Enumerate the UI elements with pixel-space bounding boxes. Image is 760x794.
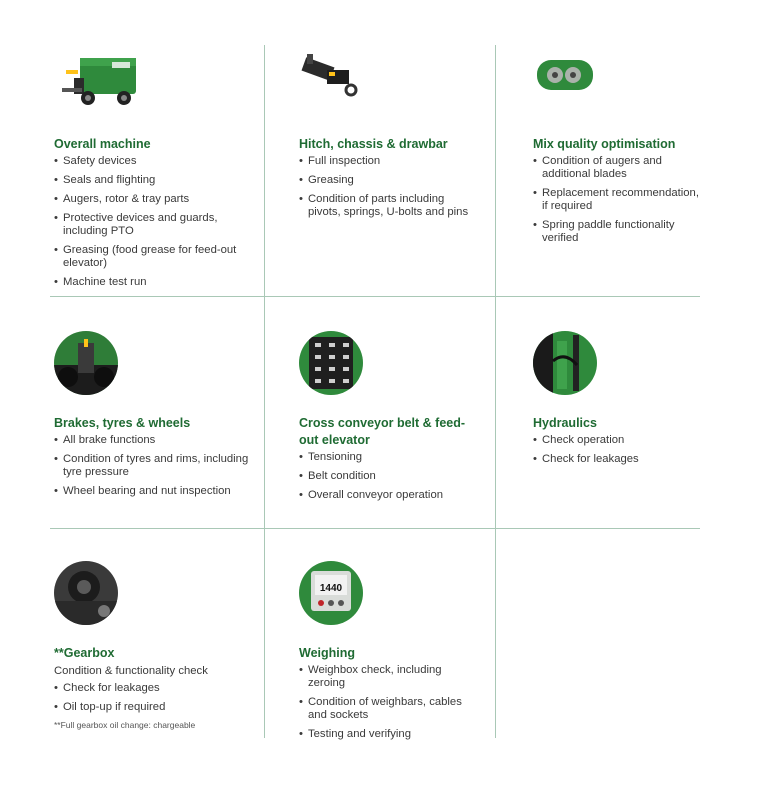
list-item: • Condition of tyres and rims, including tyre pressure (54, 453, 254, 479)
list-item: • Testing and verifying (299, 728, 479, 741)
gearbox-image (54, 561, 118, 625)
list-item: • Condition of parts including pivots, springs, U-bolts and pins (299, 193, 479, 219)
checklist (299, 664, 479, 741)
list-item: • Tensioning (299, 451, 479, 464)
section-brakes-tyres-wheels (54, 331, 254, 504)
section-title: Mix quality optimisation (533, 137, 676, 151)
section-overall-machine (54, 52, 254, 295)
section-title: Weighing (299, 646, 356, 660)
section-hydraulics (533, 331, 703, 472)
section-title: Hydraulics (533, 416, 597, 430)
section-title: **Gearbox (54, 646, 115, 660)
weighing-display-image (299, 561, 363, 625)
list-item: • Safety devices (54, 155, 254, 168)
list-item: • All brake functions (54, 434, 254, 447)
checklist (299, 155, 479, 219)
checklist (299, 451, 479, 502)
list-item: • Condition of weighbars, cables and sockets (299, 696, 479, 722)
section-title: Cross conveyor belt & feed-out elevator (299, 416, 466, 447)
list-item: • Condition of augers and additional blades (533, 155, 703, 181)
list-item: • Check for leakages (533, 453, 703, 466)
list-item: • Check for leakages (54, 682, 254, 695)
section-gearbox (54, 561, 254, 730)
list-item: • Seals and flighting (54, 174, 254, 187)
section-hitch-chassis-drawbar (299, 52, 479, 225)
grid-divider-vertical-2 (495, 45, 496, 738)
hitch-drawbar-image (299, 52, 363, 116)
list-item: • Protective devices and guards, including PTO (54, 212, 254, 238)
grid-divider-vertical-1 (264, 45, 265, 738)
section-mix-quality-optimisation (533, 52, 703, 251)
grid-divider-horizontal-1 (50, 296, 700, 297)
list-item: • Machine test run (54, 276, 254, 289)
section-title: Overall machine (54, 137, 151, 151)
list-item: • Replacement recommendation, if required (533, 187, 703, 213)
list-item: • Oil top-up if required (54, 701, 254, 714)
hydraulics-image (533, 331, 597, 395)
auger-blades-image (533, 52, 597, 116)
section-cross-conveyor (299, 331, 479, 508)
checklist (54, 155, 254, 289)
grid-divider-horizontal-2 (50, 528, 700, 529)
list-item: • Augers, rotor & tray parts (54, 193, 254, 206)
list-item: • Greasing (299, 174, 479, 187)
checklist (54, 682, 254, 714)
checklist (533, 434, 703, 466)
wheel-brakes-image (54, 331, 118, 395)
section-title: Hitch, chassis & drawbar (299, 137, 448, 151)
section-lead-text: Condition & functionality check (54, 665, 208, 677)
list-item: • Greasing (food grease for feed-out elevator) (54, 244, 254, 270)
conveyor-belt-image (299, 331, 363, 395)
footnote: **Full gearbox oil change: chargeable (54, 720, 196, 730)
list-item: • Spring paddle functionality verified (533, 219, 703, 245)
checklist (533, 155, 703, 245)
weighing-display-value: 1440 (319, 583, 343, 594)
list-item: • Weighbox check, including zeroing (299, 664, 479, 690)
list-item: • Check operation (533, 434, 703, 447)
feed-mixer-wagon-image (60, 52, 160, 116)
list-item: • Overall conveyor operation (299, 489, 479, 502)
section-weighing (299, 561, 479, 747)
checklist (54, 434, 254, 498)
list-item: • Belt condition (299, 470, 479, 483)
section-title: Brakes, tyres & wheels (54, 416, 191, 430)
list-item: • Wheel bearing and nut inspection (54, 485, 254, 498)
list-item: • Full inspection (299, 155, 479, 168)
